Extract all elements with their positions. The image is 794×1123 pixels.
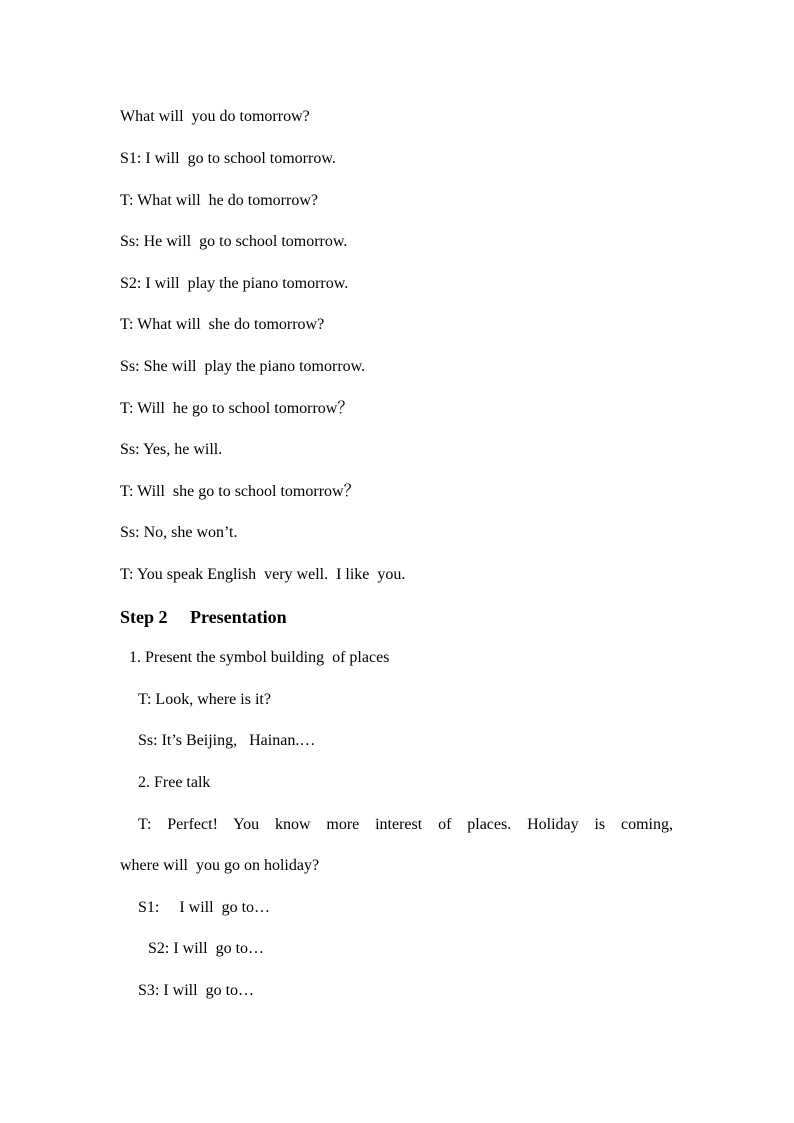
step2-heading: Step 2 Presentation — [120, 607, 287, 627]
dialogue-line-10: T: Will she go to school tomorrow？ — [120, 483, 360, 500]
item-1-teacher-line: T: Look, where is it? — [138, 691, 271, 708]
dialogue-line-7: Ss: She will play the piano tomorrow. — [120, 358, 366, 375]
item-2-title: 2. Free talk — [138, 774, 211, 791]
dialogue-line-12: T: You speak English very well. I like you. — [120, 566, 406, 583]
student-3-line: S3: I will go to… — [138, 982, 255, 999]
item-1-students-line: Ss: It’s Beijing, Hainan.… — [138, 732, 316, 749]
dialogue-line-3: T: What will he do tomorrow? — [120, 192, 318, 209]
dialogue-line-1: What will you do tomorrow? — [120, 108, 310, 125]
dialogue-line-4: Ss: He will go to school tomorrow. — [120, 233, 348, 250]
student-2-line: S2: I will go to… — [148, 940, 265, 957]
dialogue-line-6: T: What will she do tomorrow? — [120, 316, 325, 333]
dialogue-line-5: S2: I will play the piano tomorrow. — [120, 275, 349, 292]
student-1-line: S1: I will go to… — [138, 899, 271, 916]
item-1-title: 1. Present the symbol building of places — [129, 649, 390, 666]
dialogue-line-11: Ss: No, she won’t. — [120, 524, 238, 541]
dialogue-line-2: S1: I will go to school tomorrow. — [120, 150, 336, 167]
dialogue-line-9: Ss: Yes, he will. — [120, 441, 223, 458]
item-2-teacher-line-1: T: Perfect! You know more interest of places. Holiday is coming, — [138, 816, 673, 833]
item-2-teacher-line-2: where will you go on holiday? — [120, 857, 320, 874]
dialogue-line-8: T: Will he go to school tomorrow？ — [120, 400, 354, 417]
